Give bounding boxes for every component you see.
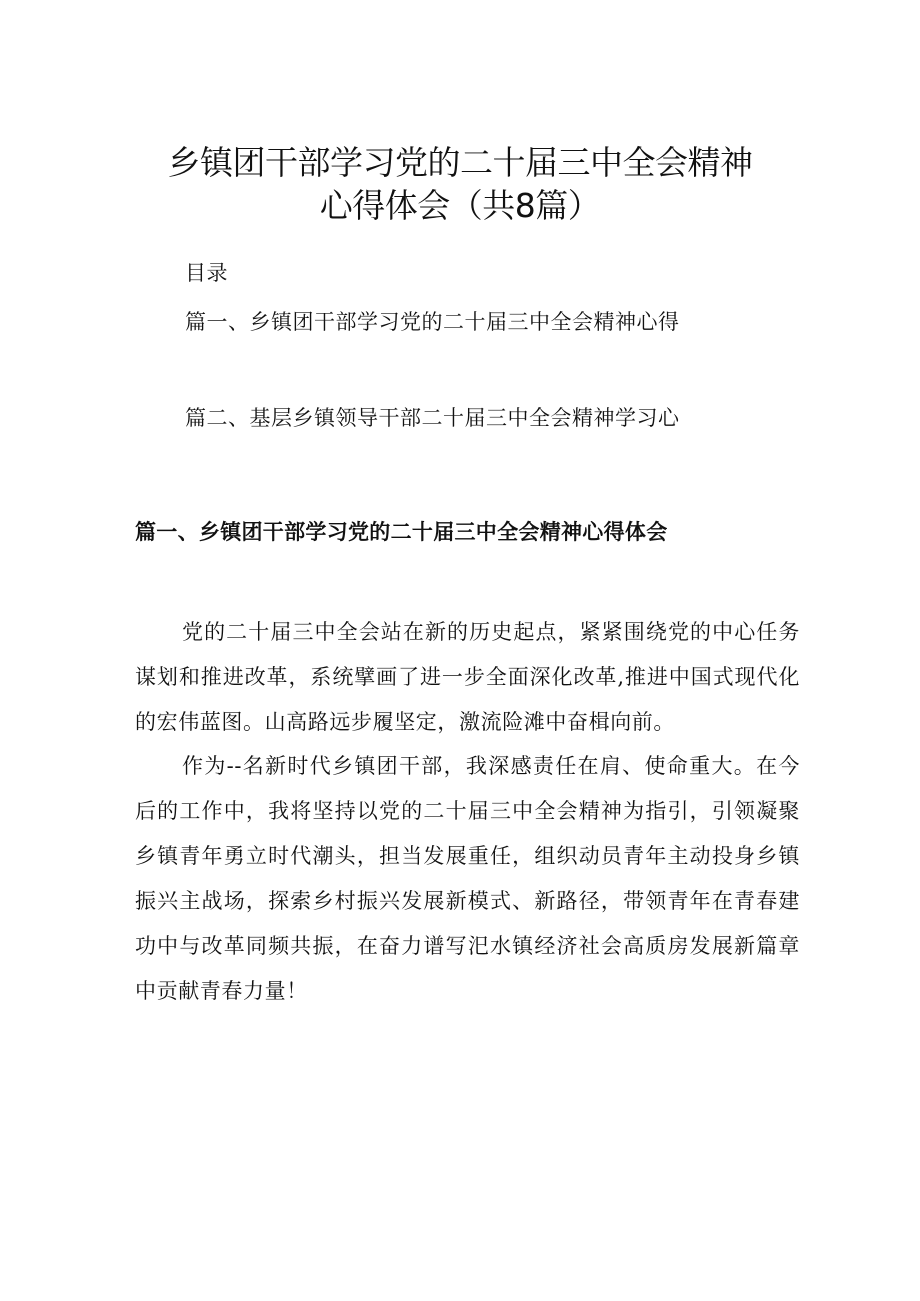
body-paragraph-1: 党的二十届三中全会站在新的历史起点，紧紧围绕党的中心任务谋划和推进改革，系统擘画了进一步全面深化改革,推进中国式现代化的宏伟蓝图。山高路远步履坚定，激流险滩中奋楫向前。 xyxy=(135,620,800,734)
body-paragraph-2: 作为--名新时代乡镇团干部，我深感责任在肩、使命重大。在今后的工作中，我将坚持以党的二十届三中全会精神为指引，引领凝聚乡镇青年勇立时代潮头，担当发展重任，组织动员青年主动投身乡镇振兴主战场，探索乡村振兴发展新模式、新路径，带领青年在青春建功中与改革同频共振，在奋力谱写汜水镇经济社会高质房发展新篇章中贡献青春力量！ xyxy=(135,754,800,1003)
document-title-line2: 心得体会（共8篇） xyxy=(319,186,601,225)
toc-heading: 目录 xyxy=(185,261,228,285)
section-heading: 篇一、乡镇团干部学习党的二十届三中全会精神心得体会 xyxy=(135,520,668,544)
toc-item-2[interactable]: 篇二、基层乡镇领导干部二十届三中全会精神学习心 xyxy=(185,406,680,430)
document-title-line1: 乡镇团干部学习党的二十届三中全会精神 xyxy=(167,143,753,182)
toc-item-1[interactable]: 篇一、乡镇团干部学习党的二十届三中全会精神心得 xyxy=(185,310,680,334)
